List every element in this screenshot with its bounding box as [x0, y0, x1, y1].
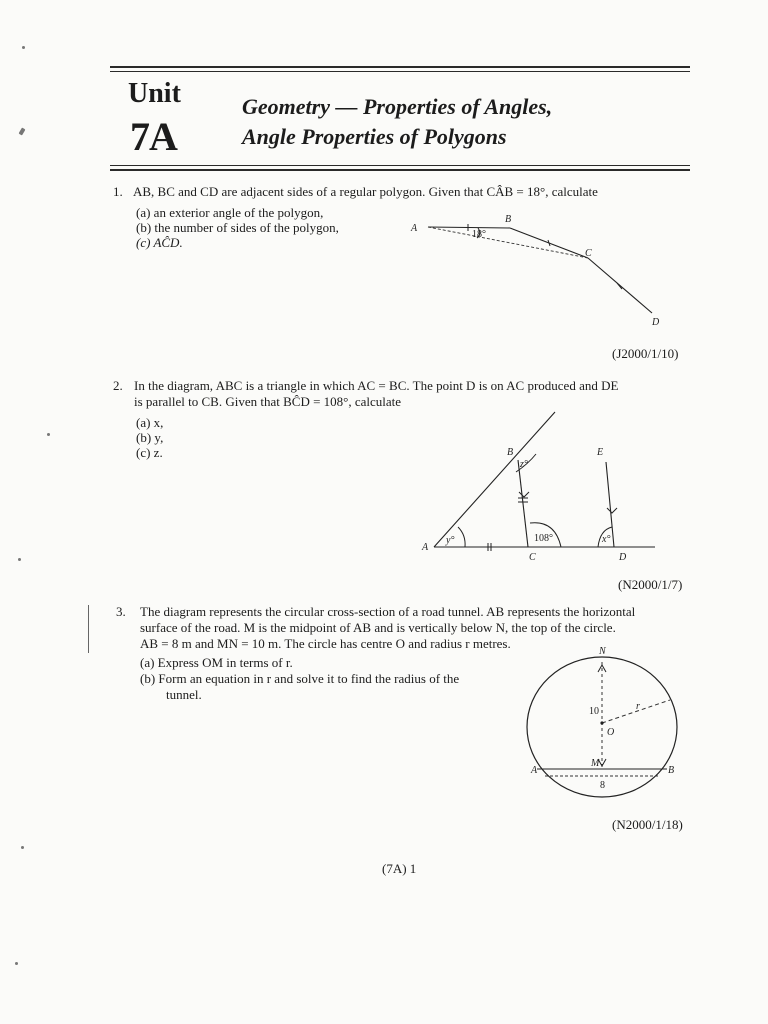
question-3-text-line-3: AB = 8 m and MN = 10 m. The circle has centre O and radius r metres. — [140, 636, 511, 651]
q3-label-n: N — [599, 646, 606, 657]
question-2-text-line-2: is parallel to CB. Given that BĈD = 108°, calculate — [134, 394, 402, 409]
q3-label-b: B — [668, 765, 675, 776]
q3-label-o: O — [607, 727, 615, 738]
question-1-part-c: (c) AĈD. — [136, 235, 183, 250]
question-3-part-b-cont: tunnel. — [166, 687, 202, 702]
q1-angle-label: 18° — [472, 229, 486, 240]
unit-number: 7A — [130, 114, 177, 159]
q2-label-d: D — [619, 552, 627, 563]
q3-label-a: A — [531, 765, 538, 776]
question-2-source: (N2000/1/7) — [618, 577, 683, 592]
q2-angle-y: y° — [446, 535, 455, 546]
q2-label-b: B — [507, 447, 514, 458]
scan-speck — [15, 962, 18, 965]
question-3-part-b: (b) Form an equation in r and solve it to find the radius of the — [140, 671, 460, 686]
q2-angle-108: 108° — [534, 533, 553, 544]
q2-label-e: E — [597, 447, 604, 458]
question-1-part-b: (b) the number of sides of the polygon, — [136, 220, 339, 235]
q1-label-c: C — [585, 248, 592, 259]
q1-label-a: A — [411, 223, 418, 234]
question-2-number: 2. — [113, 378, 123, 393]
scan-speck — [47, 433, 50, 436]
question-1-text: AB, BC and CD are adjacent sides of a regular polygon. Given that CÂB = 18°, calculate — [133, 184, 598, 199]
question-2-part-c: (c) z. — [136, 445, 163, 460]
question-1-number: 1. — [113, 184, 123, 199]
scan-speck — [22, 46, 25, 49]
scan-speck — [18, 558, 21, 561]
question-1-part-a: (a) an exterior angle of the polygon, — [136, 205, 324, 220]
question-1-source: (J2000/1/10) — [612, 346, 679, 361]
q1-label-b: B — [505, 214, 512, 225]
page-title-line-1: Geometry — Properties of Angles, — [242, 94, 553, 119]
q2-label-c: C — [529, 552, 536, 563]
page-title-line-2: Angle Properties of Polygons — [242, 124, 507, 149]
question-3-number: 3. — [116, 604, 126, 619]
q2-angle-z: z° — [520, 459, 528, 470]
unit-label: Unit — [128, 78, 181, 109]
question-3-text-line-1: The diagram represents the circular cross-section of a road tunnel. AB represents the horizontal — [140, 604, 636, 619]
question-3-part-a: (a) Express OM in terms of r. — [140, 655, 293, 670]
question-2-text-line-1: In the diagram, ABC is a triangle in which AC = BC. The point D is on AC produced and DE — [134, 378, 619, 393]
question-2-part-a: (a) x, — [136, 415, 164, 430]
q1-label-d: D — [652, 317, 660, 328]
question-3-text-line-2: surface of the road. M is the midpoint of AB and is vertically below N, the top of the circle. — [140, 620, 616, 635]
q2-label-a: A — [422, 542, 429, 553]
question-3-source: (N2000/1/18) — [612, 817, 683, 832]
q3-label-ab: 8 — [600, 780, 605, 791]
q2-angle-x: x° — [602, 534, 611, 545]
question-2-part-b: (b) y, — [136, 430, 164, 445]
q3-label-m: M — [591, 758, 600, 769]
q3-label-mn: 10 — [589, 706, 599, 717]
page-number: (7A) 1 — [382, 861, 417, 876]
scan-speck — [21, 846, 24, 849]
q3-label-r: r — [636, 701, 640, 712]
